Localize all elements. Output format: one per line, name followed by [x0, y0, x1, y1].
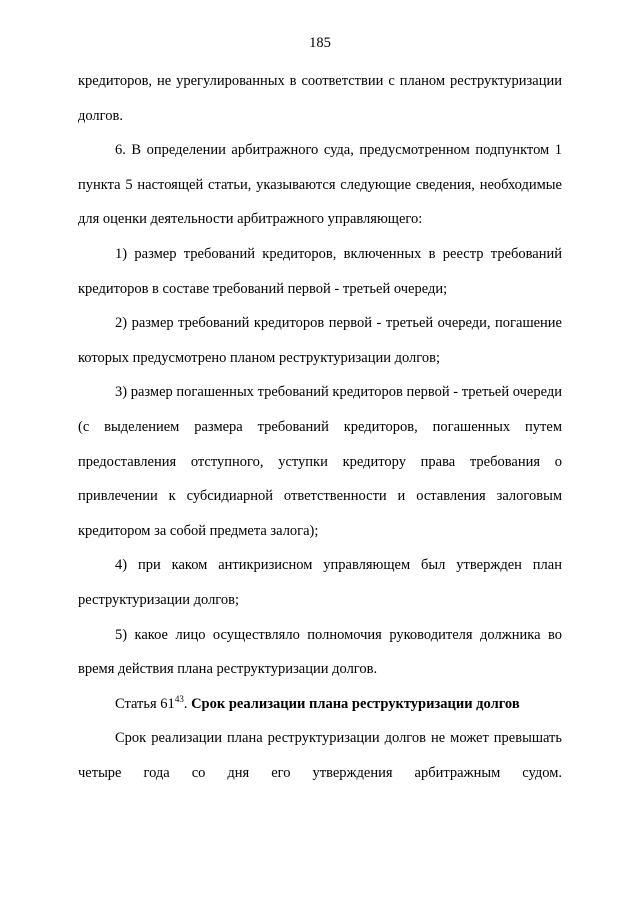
- article-title: Срок реализации плана реструктуризации долгов: [191, 695, 520, 712]
- page-number: 185: [309, 35, 331, 51]
- paragraph-continuation: кредиторов, не урегулированных в соответствии с планом реструктуризации долгов.: [78, 73, 562, 124]
- document-body: [78, 64, 562, 790]
- list-item-1: 1) размер требований кредиторов, включенных в реестр требований кредиторов в составе требований первой - третьей очереди;: [78, 245, 562, 297]
- list-item-5: 5) какое лицо осуществляло полномочия руководителя должника во время действия плана реструктуризации долгов.: [78, 626, 562, 678]
- paragraph-item-6: 6. В определении арбитражного суда, предусмотренном подпунктом 1 пункта 5 настоящей статьи, указываются следующие сведения, необходимые для оценки деятельности арбитражного управляющего:: [78, 142, 562, 228]
- article-separator: .: [183, 695, 188, 712]
- article-paragraph: Срок реализации плана реструктуризации долгов не может превышать четыре года со дня его утверждения арбитражным судом.: [78, 730, 562, 781]
- list-item-2: 2) размер требований кредиторов первой - третьей очереди, погашение которых предусмотрено планом реструктуризации долгов;: [78, 315, 562, 366]
- list-item-3: 3) размер погашенных требований кредиторов первой - третьей очереди (с выделением размера требований кредиторов, погашенных путем предоставления отступного, уступки кредитору права требования о привлечении к субсидиарной ответственности и оставления залоговым кредитором за собой предмета залога);: [78, 384, 562, 539]
- article-heading: [78, 687, 562, 722]
- article-prefix: Статья 61: [115, 695, 175, 712]
- list-item-4: 4) при каком антикризисном управляющем был утвержден план реструктуризации долгов;: [78, 557, 562, 608]
- article-superscript: 43: [174, 693, 184, 704]
